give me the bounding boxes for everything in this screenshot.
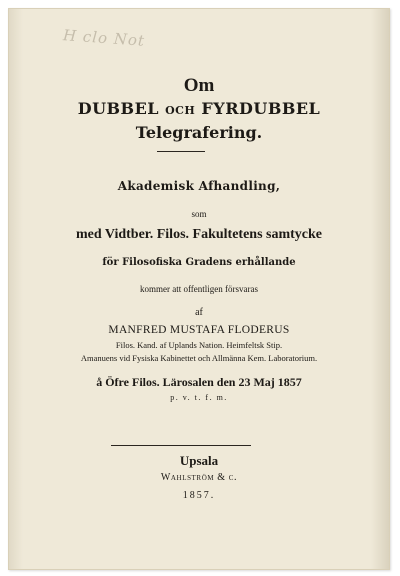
degree-line: för Filosofiska Gradens erhållande: [102, 257, 296, 268]
author-affiliation-2: Amanuens vid Fysiska Kabinettet och Allmänna Kem. Laboratorium.: [80, 353, 318, 363]
time-line: p. v. t. f. m.: [170, 393, 228, 402]
imprint-place: Upsala: [179, 453, 219, 468]
imprint-year: 1857.: [182, 490, 216, 501]
imprint-printer: Wahlström & c.: [160, 472, 238, 483]
title-divider: [157, 151, 205, 152]
author-affiliation-1: Filos. Kand. af Uplands Nation. Heimfeltsk Stip.: [115, 340, 283, 350]
title-telegrafering: Telegrafering.: [135, 123, 263, 142]
title-dubbel: DUBBEL: [77, 99, 160, 118]
imprint-divider: [111, 445, 251, 446]
title-om: Om: [183, 75, 215, 96]
title-fyrdubbel: FYRDUBBEL: [201, 99, 321, 118]
som-text: som: [191, 209, 207, 219]
title-och: OCH: [165, 104, 196, 117]
title-main: [9, 99, 389, 118]
handwritten-note: H clo Not: [62, 26, 146, 50]
document-page: [8, 8, 390, 570]
author-name: MANFRED MUSTAFA FLODERUS: [108, 324, 290, 336]
af-text: af: [195, 307, 203, 318]
defended-line: kommer att offentligen försvaras: [139, 284, 259, 294]
venue-line: å Öfre Filos. Lärosalen den 23 Maj 1857: [96, 375, 302, 389]
subtitle: Akademisk Afhandling,: [117, 179, 281, 193]
consent-line: med Vidtber. Filos. Fakultetens samtycke: [75, 227, 323, 242]
